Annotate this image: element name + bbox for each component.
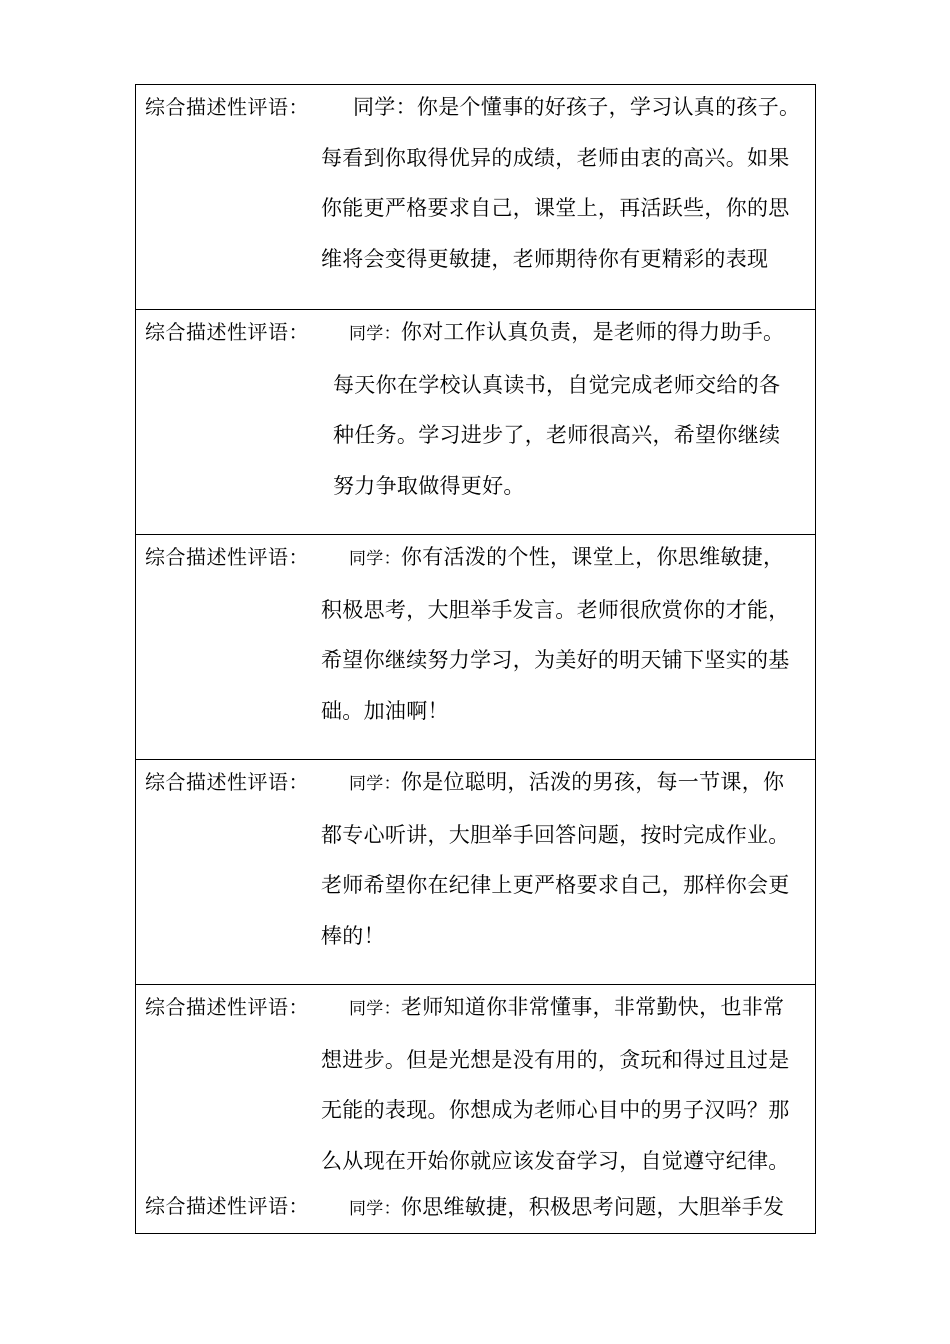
row-label: 综合描述性评语： — [145, 95, 309, 119]
comment-text — [321, 757, 809, 961]
row-label: 综合描述性评语： — [145, 770, 309, 794]
comment-row-3 — [136, 535, 815, 760]
comment-line: 础。加油啊！ — [321, 698, 449, 723]
comments-table — [135, 84, 816, 1234]
comment-text — [321, 1182, 809, 1235]
comment-prefix: 同学： — [349, 999, 401, 1019]
comment-row-6 — [136, 1185, 815, 1233]
comment-text — [321, 82, 809, 284]
comment-prefix: 同学： — [349, 1199, 401, 1219]
comment-text — [333, 307, 821, 511]
comment-line: 老师知道你非常懂事，非常勤快，也非常 — [400, 995, 785, 1019]
comment-line: 你是位聪明，活泼的男孩，每一节课，你 — [400, 770, 785, 794]
comment-line: 你是个懂事的好孩子，学习认真的孩子。 — [416, 95, 801, 119]
comment-prefix: 同学： — [353, 95, 417, 119]
comment-line: 积极思考，大胆举手发言。老师很欣赏你的才能， — [321, 597, 790, 622]
row-label: 综合描述性评语： — [145, 320, 309, 344]
comment-prefix: 同学： — [349, 324, 401, 344]
comment-line: 你思维敏捷，积极思考问题，大胆举手发 — [400, 1195, 785, 1219]
comment-line: 无能的表现。你想成为老师心目中的男子汉吗？那 — [321, 1098, 790, 1122]
row-label: 综合描述性评语： — [145, 545, 309, 569]
comment-line: 希望你继续努力学习，为美好的明天铺下坚实的基 — [321, 648, 790, 672]
comment-line: 你能更严格要求自己，课堂上，再活跃些，你的思 — [321, 196, 790, 220]
comment-row-5 — [136, 985, 815, 1185]
comment-line: 么从现在开始你就应该发奋学习，自觉遵守纪律。 — [321, 1148, 790, 1173]
comment-line: 你对工作认真负责，是老师的得力助手。 — [400, 320, 785, 344]
comment-line: 都专心听讲，大胆举手回答问题，按时完成作业。 — [321, 822, 790, 847]
comment-line: 种任务。学习进步了，老师很高兴，希望你继续 — [333, 423, 781, 447]
comment-line: 棒的！ — [321, 923, 385, 948]
comment-line: 维将会变得更敏捷，老师期待你有更精彩的表现 — [321, 246, 769, 271]
comment-row-4 — [136, 760, 815, 985]
comment-prefix: 同学： — [349, 549, 401, 569]
comment-prefix: 同学： — [349, 774, 401, 794]
row-label: 综合描述性评语： — [145, 995, 309, 1019]
row-label: 综合描述性评语： — [145, 1194, 309, 1218]
comment-line: 每看到你取得优异的成绩，老师由衷的高兴。如果 — [321, 145, 790, 170]
comment-line: 老师希望你在纪律上更严格要求自己，那样你会更 — [321, 873, 790, 897]
comment-row-1 — [136, 85, 815, 310]
comment-line: 每天你在学校认真读书，自觉完成老师交给的各 — [333, 372, 781, 397]
comment-line: 努力争取做得更好。 — [333, 473, 525, 498]
comment-line: 你有活泼的个性，课堂上，你思维敏捷， — [400, 545, 785, 569]
comment-text — [321, 982, 809, 1186]
comment-text — [321, 532, 809, 736]
comment-row-2 — [136, 310, 815, 535]
comment-line: 想进步。但是光想是没有用的，贪玩和得过且过是 — [321, 1047, 790, 1072]
